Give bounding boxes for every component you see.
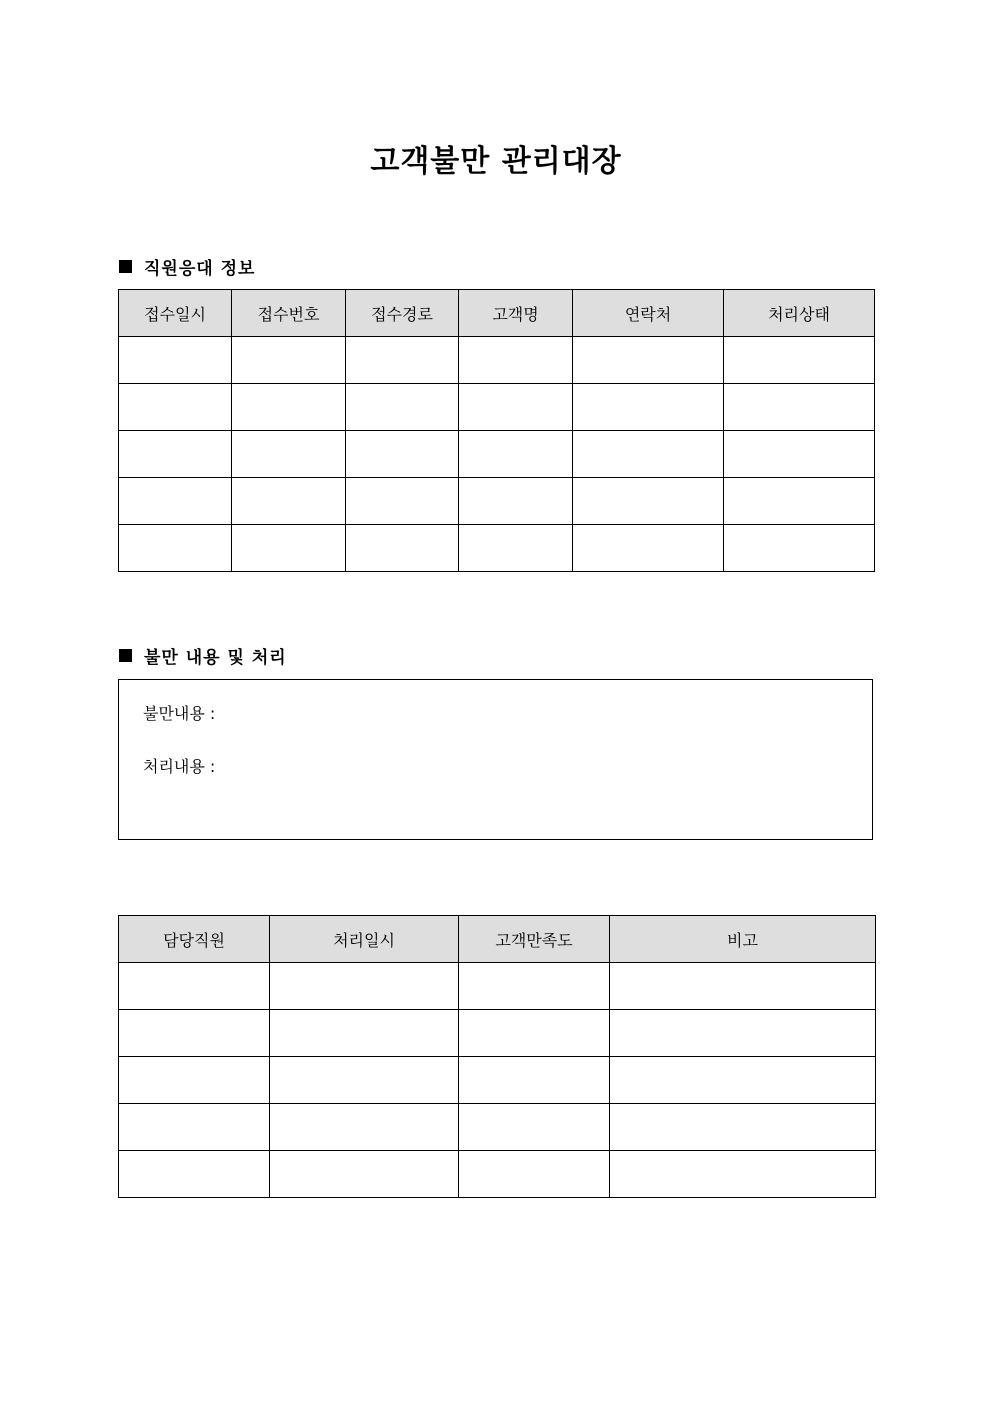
table-cell[interactable] [270, 963, 459, 1010]
table-row [119, 1104, 876, 1151]
table-cell[interactable] [346, 478, 459, 525]
table-cell[interactable] [459, 525, 573, 572]
table-cell[interactable] [119, 1010, 270, 1057]
table-cell[interactable] [459, 337, 573, 384]
table-cell[interactable] [459, 1010, 610, 1057]
column-header-remarks: 비고 [610, 916, 876, 963]
table-cell[interactable] [459, 1151, 610, 1198]
table-cell[interactable] [573, 525, 724, 572]
table-cell[interactable] [346, 431, 459, 478]
complaint-content-box [118, 679, 873, 840]
column-header-staff: 담당직원 [119, 916, 270, 963]
table-cell[interactable] [119, 384, 232, 431]
table-cell[interactable] [724, 478, 875, 525]
table-cell[interactable] [119, 478, 232, 525]
table-cell[interactable] [270, 1104, 459, 1151]
table-cell[interactable] [724, 431, 875, 478]
table-cell[interactable] [119, 1057, 270, 1104]
section-heading-label: 직원응대 정보 [144, 259, 256, 279]
table-cell[interactable] [232, 337, 346, 384]
table-cell[interactable] [610, 1057, 876, 1104]
table-cell[interactable] [346, 384, 459, 431]
column-header-received-datetime: 접수일시 [119, 290, 232, 337]
column-header-received-channel: 접수경로 [346, 290, 459, 337]
table-cell[interactable] [459, 963, 610, 1010]
table-cell[interactable] [459, 1057, 610, 1104]
table-row [119, 525, 875, 572]
table-row [119, 1151, 876, 1198]
table-cell[interactable] [270, 1057, 459, 1104]
table-row [119, 337, 875, 384]
table-cell[interactable] [346, 525, 459, 572]
table-row [119, 1010, 876, 1057]
table-cell[interactable] [724, 384, 875, 431]
table-cell[interactable] [119, 431, 232, 478]
table-header-row [119, 916, 876, 963]
table-cell[interactable] [610, 1151, 876, 1198]
table-cell[interactable] [459, 478, 573, 525]
column-header-received-number: 접수번호 [232, 290, 346, 337]
table-cell[interactable] [573, 431, 724, 478]
table-cell[interactable] [119, 1151, 270, 1198]
table-cell[interactable] [724, 337, 875, 384]
table-row [119, 963, 876, 1010]
table-cell[interactable] [573, 384, 724, 431]
table-cell[interactable] [119, 337, 232, 384]
handling-content-label: 처리내용 : [143, 757, 216, 776]
table-cell[interactable] [346, 337, 459, 384]
table-cell[interactable] [610, 1104, 876, 1151]
section-heading-label: 불만 내용 및 처리 [144, 648, 287, 668]
table-cell[interactable] [459, 1104, 610, 1151]
table-cell[interactable] [270, 1151, 459, 1198]
table-cell[interactable] [270, 1010, 459, 1057]
table-cell[interactable] [610, 1010, 876, 1057]
column-header-satisfaction: 고객만족도 [459, 916, 610, 963]
handling-content-field[interactable] [143, 754, 215, 777]
table-header-row [119, 290, 875, 337]
complaint-content-field[interactable] [143, 701, 215, 724]
page-title: 고객불만 관리대장 [370, 144, 622, 179]
staff-response-table [118, 289, 875, 572]
table-cell[interactable] [232, 431, 346, 478]
table-cell[interactable] [232, 384, 346, 431]
table-cell[interactable] [232, 478, 346, 525]
table-cell[interactable] [459, 384, 573, 431]
table-cell[interactable] [119, 1104, 270, 1151]
column-header-customer-name: 고객명 [459, 290, 573, 337]
table-cell[interactable] [724, 525, 875, 572]
table-row [119, 384, 875, 431]
table-row [119, 1057, 876, 1104]
square-bullet-icon [119, 260, 132, 273]
table-row [119, 478, 875, 525]
section-heading-staff-response [119, 254, 255, 279]
section-heading-complaint-handling [119, 643, 287, 668]
table-cell[interactable] [119, 963, 270, 1010]
square-bullet-icon [119, 649, 132, 662]
handling-record-table [118, 915, 876, 1198]
table-cell[interactable] [573, 337, 724, 384]
table-cell[interactable] [119, 525, 232, 572]
table-cell[interactable] [459, 431, 573, 478]
complaint-content-label: 불만내용 : [143, 704, 216, 723]
table-row [119, 431, 875, 478]
table-cell[interactable] [610, 963, 876, 1010]
column-header-status: 처리상태 [724, 290, 875, 337]
column-header-handled-datetime: 처리일시 [270, 916, 459, 963]
table-cell[interactable] [573, 478, 724, 525]
table-cell[interactable] [232, 525, 346, 572]
column-header-contact: 연락처 [573, 290, 724, 337]
